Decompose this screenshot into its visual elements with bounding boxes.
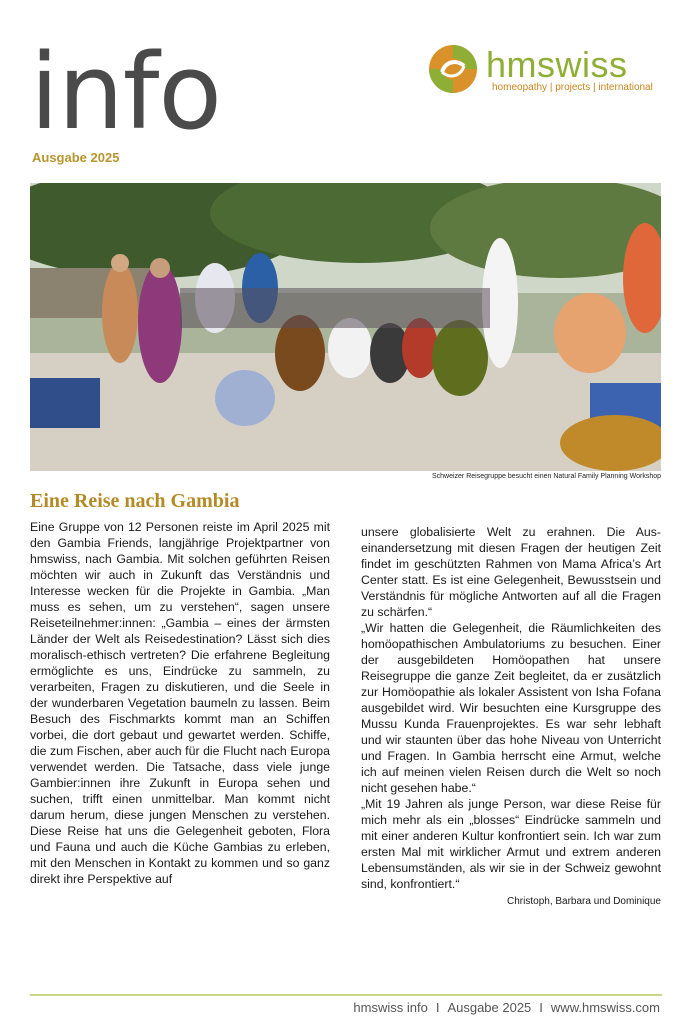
article-paragraph: „Mit 19 Jahren als junge Person, war diese Reise für mich mehr als ein „blosses“ Eindrücke sammeln und mit einer anderen Kultur konfrontiert sein. Ich war zum ersten Mal mit wirklicher Armut und extrem anderen Lebensumständen, als wir sie in der Schweiz gewohnt sind, konfrontiert.“ xyxy=(361,797,661,891)
masthead-title: info xyxy=(30,31,222,153)
hmswiss-logo-icon xyxy=(426,42,480,96)
article-column-left xyxy=(30,519,330,887)
article-column-right xyxy=(361,524,661,910)
hmswiss-logo[interactable] xyxy=(426,42,666,100)
article-signature: Christoph, Barbara und Dominique xyxy=(507,896,661,907)
logo-tagline: homeopathy | projects | international xyxy=(492,82,653,93)
footer xyxy=(353,1000,660,1015)
footer-issue: Ausgabe 2025 xyxy=(447,1000,532,1015)
footer-publication: hmswiss info xyxy=(353,1000,428,1015)
logo-name: hmswiss xyxy=(486,44,628,85)
footer-separator: I xyxy=(435,1000,440,1015)
article-paragraph: Eine Gruppe von 12 Personen reiste im April 2025 mit den Gambia Friends, langjährige Projektpartner von hmswiss, nach Gambia. Mit solchen geführten Reisen möchten wir auch in Zukunft das Verständnis und Interesse wecken für die Projekte in Gambia. „Man muss es sehen, um zu verstehen“, sagen unsere Reiseteilnehmer:innen: „Gambia – eines der ärmsten Länder der Welt als Reisedestination? Lässt sich dies moralisch-ethisch vertreten? Die erfahrene Begleitung ermöglichte es uns, Eindrücke zu sammeln, zu verarbeiten, Fragen zu diskutieren, und die Seele in der wunderbaren Vegetation baumeln zu lassen. Beim Besuch des Fischmarkts kommt man an Schiffen vorbei, die dort gebaut und gewartet werden. Schiffe, die zum Fischen, aber auch für die Flucht nach Europa verwendet werden. Die Tatsache, dass viele junge Gambier:innen ihre Zukunft in Europa sehen und suchen, trifft einen unmittelbar. Man kommt nicht darum herum, diese jungen Menschen zu verstehen. Diese Reise hat uns die Gelegenheit geboten, Flora und Fauna und auch die Küche Gambias zu erleben, mit den Menschen in Kontakt zu kommen und so ganz direkt ihre Perspektive auf xyxy=(30,520,330,886)
masthead xyxy=(30,31,222,153)
footer-separator: I xyxy=(539,1000,543,1015)
article-paragraph: „Wir hatten die Gelegenheit, die Räumlichkeiten des homöopathischen Ambulatoriums zu besuchen. Einer der ausgebildeten Homöopathen hat unsere Reisegruppe die ganze Zeit begleitet, da er zusätzlich zur Homöopathie als lokaler Assistent von Isha Fofana ausgebildet wird. Wir besuchten eine Kursgruppe des Mussu Kunda Frauenprojektes. Es war sehr lebhaft und wir staunten über das hohe Niveau von Unterricht und Fragen. In Gambia herrscht eine Armut, welche ich auf meinen vielen Reisen durch die Welt so noch nicht gesehen habe.“ xyxy=(361,621,661,795)
group-photo xyxy=(30,183,661,471)
article-paragraph: unsere globalisierte Welt zu erahnen. Die Auseinandersetzung mit diesen Fragen der heutigen Zeit findet im geschützten Rahmen von Mama Africa’s Art Center statt. Es ist eine Gelegenheit, Bewusstsein und Verständnis für mögliche Antworten auf all die Fragen zu schärfen.“ xyxy=(361,525,661,619)
footer-divider xyxy=(30,994,662,996)
issue-label: Ausgabe 2025 xyxy=(32,150,120,165)
photo-caption: Schweizer Reisegruppe besucht einen Natural Family Planning Workshop xyxy=(431,473,661,480)
footer-website-link[interactable]: www.hmswiss.com xyxy=(550,1000,660,1015)
article-headline: Eine Reise nach Gambia xyxy=(30,490,240,512)
